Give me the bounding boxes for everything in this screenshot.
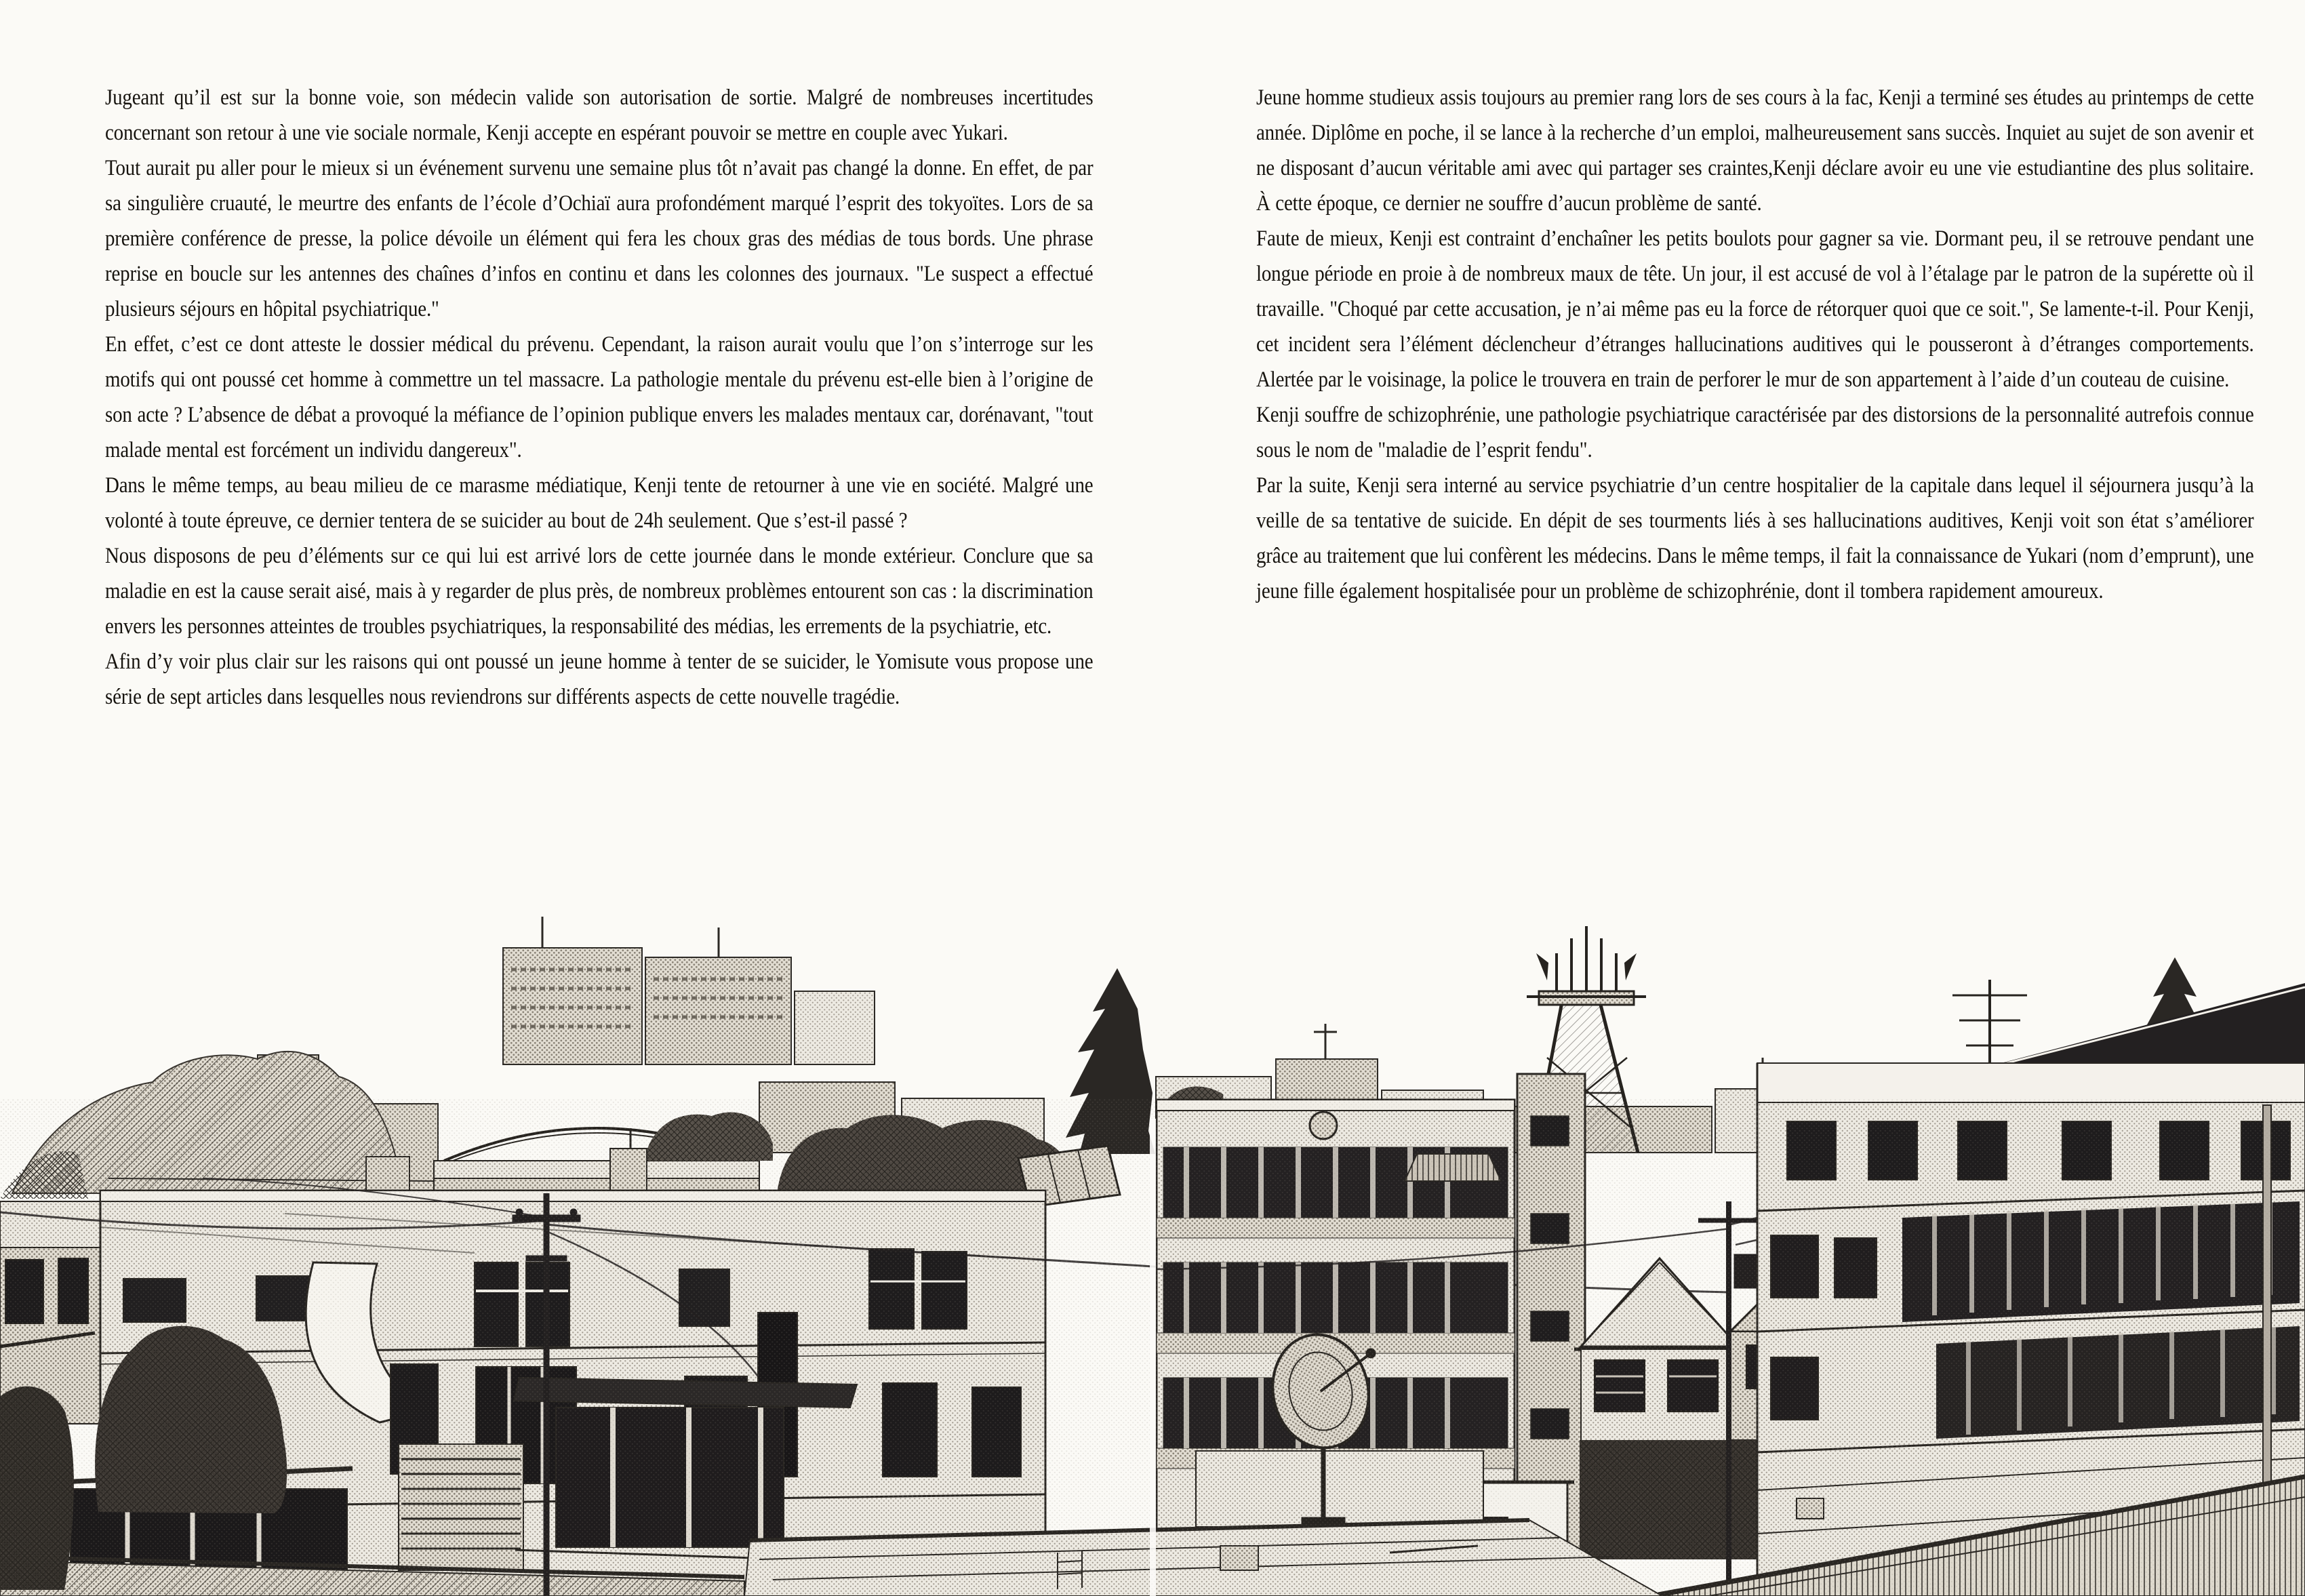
paragraph: Dans le même temps, au beau milieu de ce marasme médiatique, Kenji tente de retourner à une vie en société. Malgré une volonté à toute épreuve, ce dernier tentera de se suicider au bout de 24h seulement. Que s’est-il passé ? xyxy=(105,473,1094,533)
hill-silhouette xyxy=(0,1052,400,1199)
paragraph: Nous disposons de peu d’éléments sur ce qui lui est arrivé lors de cette journée dans le monde extérieur. Conclure que sa maladie en est la cause serait aisé, mais à y regarder de plus près, de nombreux problèmes entourent son cas : la discrimination envers les personnes atteintes de troubles psychiatriques, la responsabilité des médias, les errements de la psychiatrie, etc. xyxy=(105,544,1094,639)
distant-skyline xyxy=(114,917,1844,1191)
arched-roof-building xyxy=(434,1128,759,1199)
page-gutter-seam xyxy=(1150,1119,1156,1596)
power-pole-left xyxy=(0,1178,1729,1596)
rooftop-foliage xyxy=(644,1087,1227,1201)
solar-panel xyxy=(1018,1146,1120,1207)
paragraph: Par la suite, Kenji sera interné au service psychiatrie d’un centre hospitalier de la capitale dans lequel il séjournera jusqu’à la veille de sa tentative de suicide. En dépit de ses tourments liés à ses hallucinations auditives, Kenji voit son état s’améliorer grâce au traitement que lui confèrent les médecins. Dans le même temps, il fait la connaissance de Yukari (nom d’emprunt), une jeune fille également hospitalisée pour un problème de schizophrénie, dont il tombera rapidement amoureux. xyxy=(1256,473,2254,603)
bottom-rooftop-terrace xyxy=(744,1520,1662,1596)
conifer-tree-center xyxy=(1066,968,1155,1154)
tv-antenna xyxy=(1952,980,2027,1085)
left-corner-building xyxy=(0,1201,100,1424)
halftone-overlay xyxy=(0,1098,2305,1596)
paragraph: Tout aurait pu aller pour le mieux si un événement survenu une semaine plus tôt n’avait pas changé la donne. En effet, de par sa singulière cruauté, le meurtre des enfants de l’école d’Ochiaï aura profondément marqué l’esprit des tokyoïtes. Lors de sa première conférence de presse, la police dévoile un élément qui fera les choux gras des médias de tous bords. Une phrase reprise en boucle sur les antennes des chaînes d’infos en continu et dans les colonnes des journaux. "Le suspect a effectué plusieurs séjours en hôpital psychiatrique." xyxy=(105,156,1094,321)
paragraph: Kenji souffre de schizophrénie, une pathologie psychiatrique caractérisée par des distorsions de la personnalité autrefois connue sous le nom de "maladie de l’esprit fendu". xyxy=(1256,403,2254,462)
right-apartment-building xyxy=(1658,983,2305,1596)
left-page-text-column xyxy=(105,80,1093,715)
conifer-tree-right xyxy=(2136,957,2211,1070)
paragraph: Jugeant qu’il est sur la bonne voie, son médecin valide son autorisation de sortie. Malgré de nombreuses incertitudes concernant son retour à une vie sociale normale, Kenji accepte en espérant pouvoir se mettre en couple avec Yukari. xyxy=(105,85,1094,145)
power-lines xyxy=(0,1178,1729,1376)
right-page-text-column xyxy=(1256,80,2254,609)
gabled-houses xyxy=(1430,1258,1860,1596)
radio-tower xyxy=(1527,926,1646,1153)
roof-clutter xyxy=(1058,1546,1478,1589)
parapet-satellite-dish xyxy=(1310,1112,1337,1139)
power-pole-right xyxy=(1157,1085,2305,1596)
paragraph: Faute de mieux, Kenji est contraint d’enchaîner les petits boulots pour gagner sa vie. Dormant peu, il se retrouve pendant une longue période en proie à de nombreux maux de tête. Un jour, il est accusé de vol à l’étalage par le patron de la supérette où il travaille. "Choqué par cette accusation, je n’ai même pas eu la force de rétorquer quoi que ce soit.", Se lamente-t-il. Pour Kenji, cet incident sera l’élément déclencheur d’étranges hallucinations auditives qui le pousseront à d’étranges comportements. Alertée par le voisinage, la police le trouvera en train de perforer le mur de son appartement à l’aide d’un couteau de cuisine. xyxy=(1256,226,2254,392)
center-apartment-block xyxy=(1157,1074,1585,1596)
satellite-dish xyxy=(1196,1325,1483,1530)
paragraph: En effet, c’est ce dont atteste le dossier médical du prévenu. Cependant, la raison aurait voulu que l’on s’interroge sur les motifs qui ont poussé cet homme à commettre un tel massacre. La pathologie mentale du prévenu est-elle bien à l’origine de son acte ? L’absence de débat a provoqué la méfiance de l’opinion publique envers les malades mentaux car, dorénavant, "tout malade mental est forcément un individu dangereux". xyxy=(105,332,1094,462)
drainpipe xyxy=(2263,1105,2271,1596)
foreground-bushes xyxy=(0,1326,287,1590)
paragraph: Afin d’y voir plus clair sur les raisons qui ont poussé un jeune homme à tenter de se suicider, le Yomisute vous propose une série de sept articles dans lesquelles nous reviendrons sur différents aspects de cette nouvelle tragédie. xyxy=(105,650,1094,709)
left-apartment-building xyxy=(0,1128,1045,1596)
paragraph: Jeune homme studieux assis toujours au premier rang lors de ses cours à la fac, Kenji a terminé ses études au printemps de cette année. Diplôme en poche, il se lance à la recherche d’un emploi, malheureusement sans succès. Inquiet au sujet de son avenir et ne disposant d’aucun véritable ami avec qui partager ses craintes,Kenji déclare avoir eu une vie estudiantine des plus solitaire. À cette époque, ce dernier ne souffre d’aucun problème de santé. xyxy=(1256,85,2254,216)
balcony-rows xyxy=(1157,1147,1515,1469)
